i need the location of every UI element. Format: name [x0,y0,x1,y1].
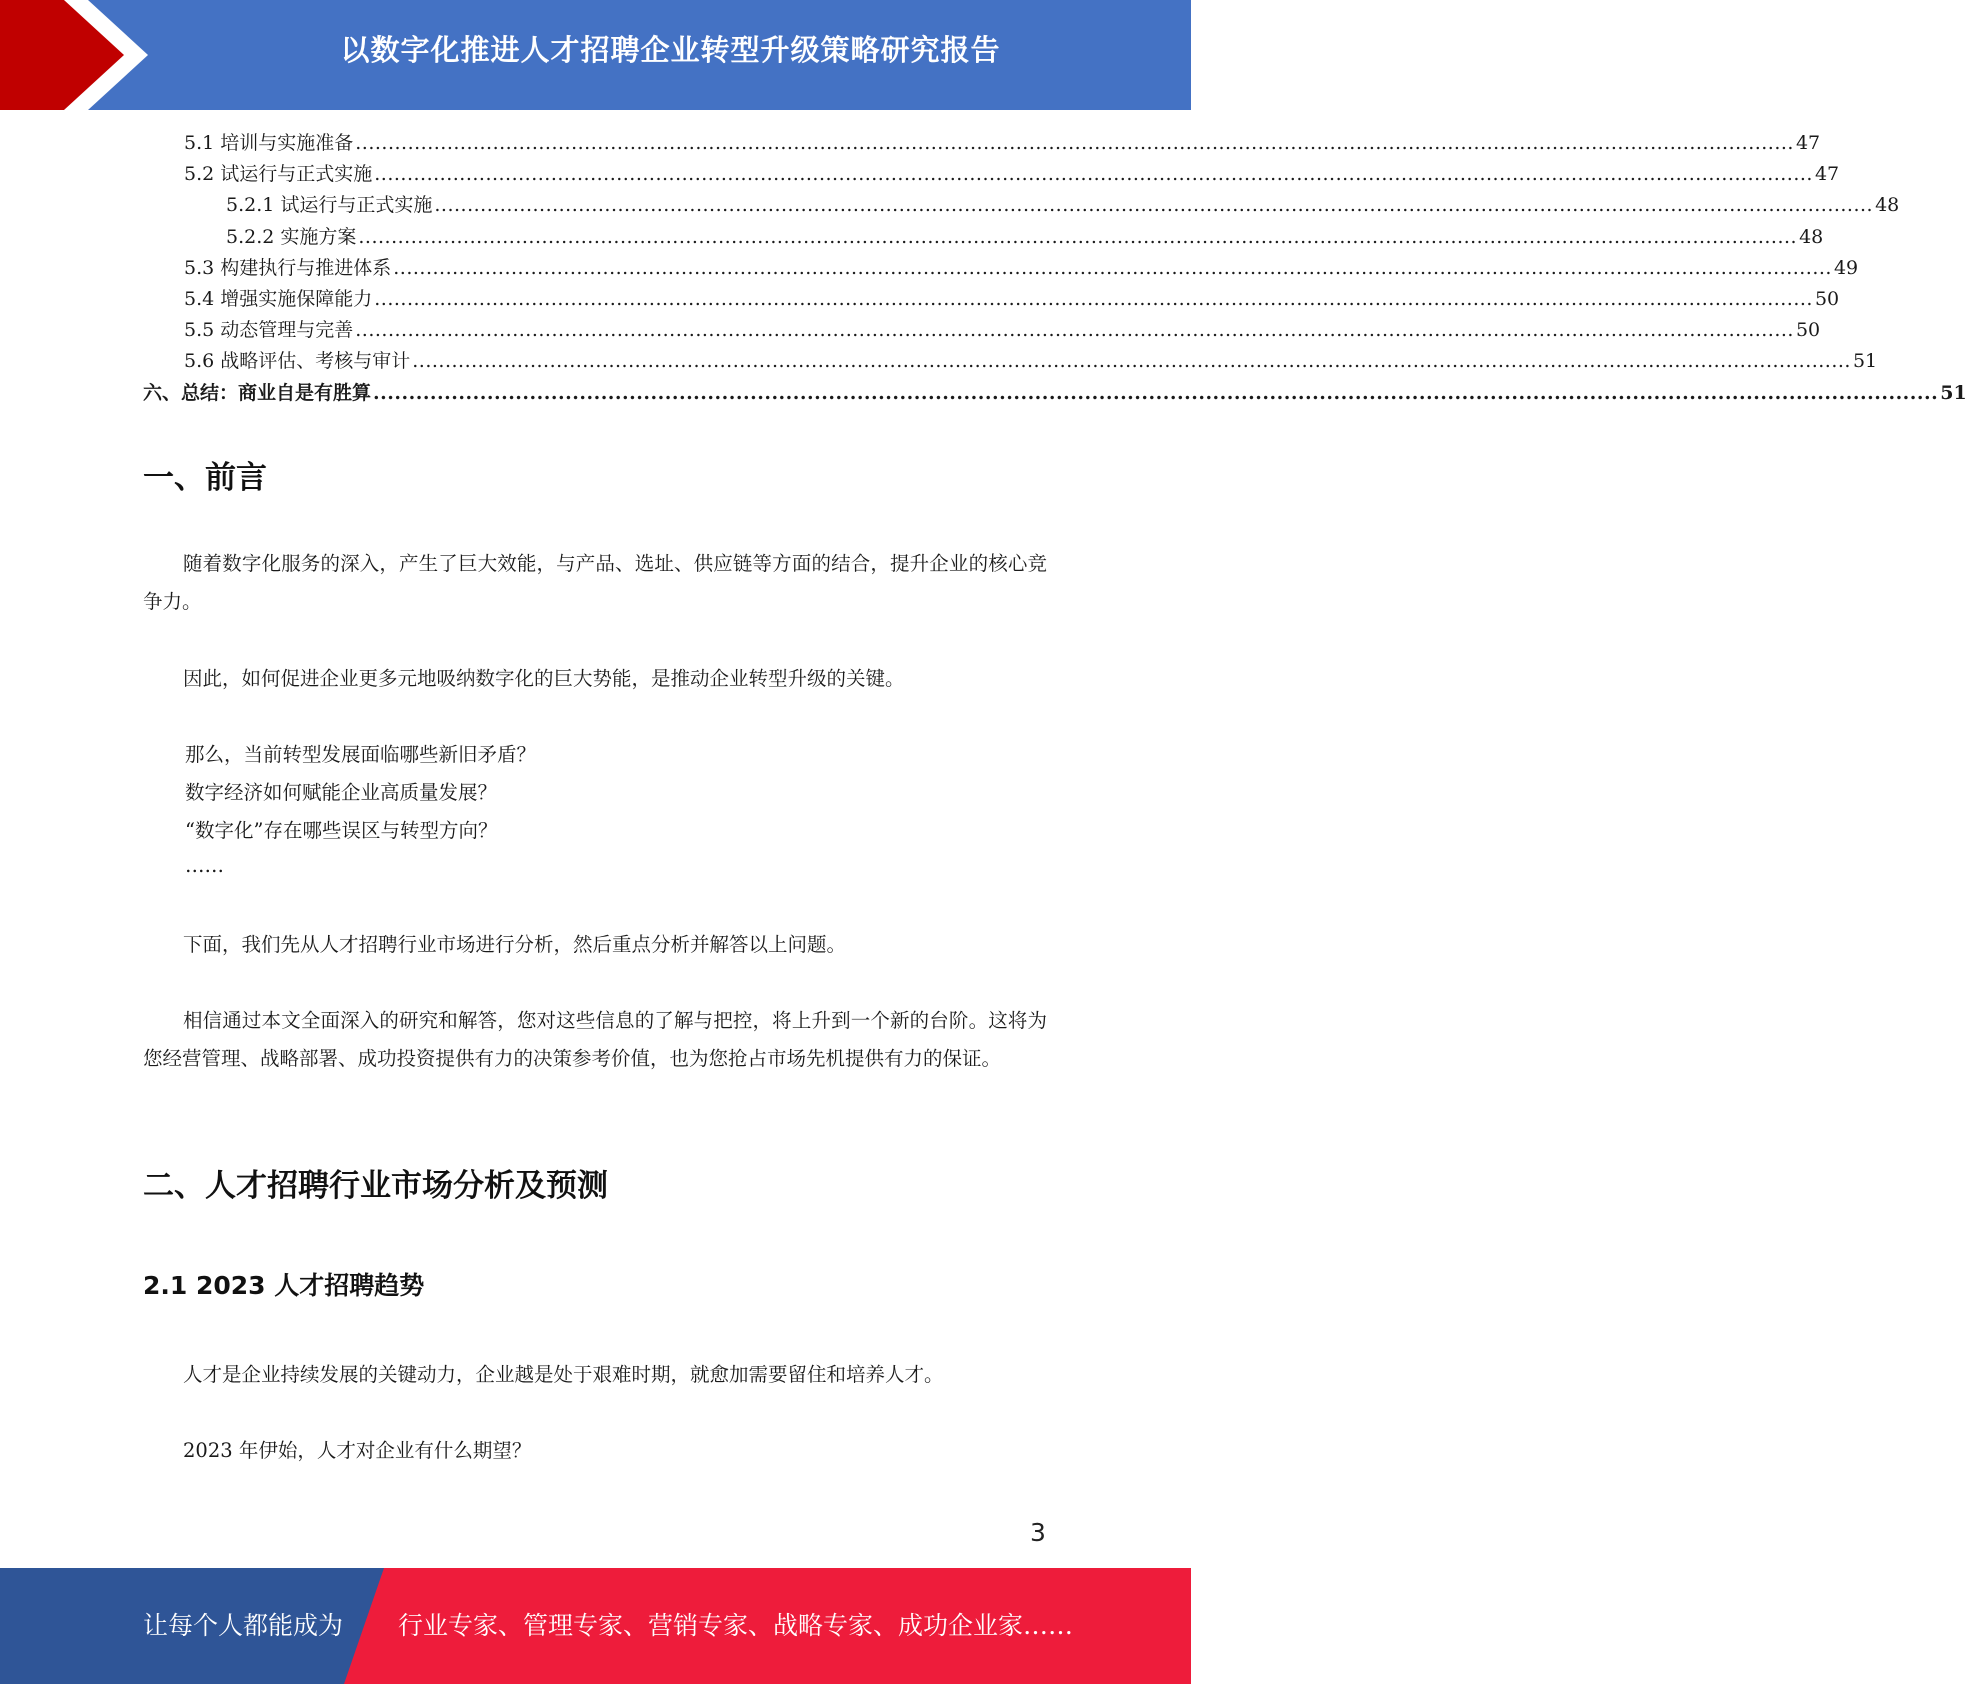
toc-entry-label: 5.2 试运行与正式实施 [184,163,373,186]
toc-entry[interactable] [143,378,1967,409]
toc-entry[interactable] [143,128,1821,159]
page-footer [0,1568,1191,1684]
body-paragraph: 相信通过本文全面深入的研究和解答，您对这些信息的了解与把控，将上升到一个新的台阶。这将为您经营管理、战略部署、成功投资提供有力的决策参考价值，也为您抢占市场先机提供有力的保证。 [143,1009,1047,1070]
question-line: 那么，当前转型发展面临哪些新旧矛盾？ [185,743,537,766]
ellipsis-line: …… [185,854,224,877]
toc-entry-label: 5.6 战略评估、考核与审计 [184,350,411,373]
toc-entry-page: 49 [1833,256,1859,279]
section-heading-market: 二、人才招聘行业市场分析及预测 [143,1168,608,1204]
toc-entry-label: 5.5 动态管理与完善 [184,319,354,342]
question-line: “数字化”存在哪些误区与转型方向？ [185,819,498,842]
body-paragraph: 下面，我们先从人才招聘行业市场进行分析，然后重点分析并解答以上问题。 [183,933,847,956]
body-paragraph: 随着数字化服务的深入，产生了巨大效能，与产品、选址、供应链等方面的结合，提升企业的核心竞争力。 [143,552,1047,613]
toc-leader-dots: ............................................................................................................................................................................................................................ [393,256,1832,279]
toc-leader-dots: ............................................................................................................................................................................................................................ [374,287,1813,310]
toc-entry-page: 48 [1875,194,1900,217]
page-header [0,0,1191,110]
footer-slogan-right: 行业专家、管理专家、营销专家、战略专家、成功企业家…… [398,1611,1074,1640]
toc-leader-dots: ............................................................................................................................................................................................................................ [355,132,1794,154]
toc-leader-dots: ............................................................................................................................................................................................................................ [355,319,1794,342]
toc-entry[interactable] [143,346,1878,377]
toc-leader-dots: ............................................................................................................................................................................................................................ [373,381,1939,404]
toc-leader-dots: ............................................................................................................................................................................................................................ [374,163,1813,186]
toc-entry-page: 50 [1814,287,1840,310]
toc-entry[interactable] [143,222,1824,253]
toc-entry[interactable] [143,315,1821,346]
page-number: 3 [1030,1518,1046,1547]
toc-entry-label: 5.2.1 试运行与正式实施 [226,194,433,217]
toc-leader-dots: ............................................................................................................................................................................................................................ [412,350,1851,373]
toc-entry-page: 51 [1940,381,1967,404]
toc-leader-dots: ............................................................................................................................................................................................................................ [434,194,1874,217]
body-paragraph: 人才是企业持续发展的关键动力，企业越是处于艰难时期，就愈加需要留住和培养人才。 [183,1363,944,1386]
toc-entry[interactable] [143,253,1859,284]
footer-slogan-left: 让每个人都能成为 [143,1611,344,1640]
section-heading-preface: 一、前言 [143,460,267,496]
body-paragraph: 2023 年伊始，人才对企业有什么期望？ [183,1439,532,1462]
toc-entry[interactable] [143,159,1840,190]
toc-entry-page: 47 [1795,132,1821,154]
toc-entry-label: 5.2.2 实施方案 [226,225,357,248]
toc-entry-page: 48 [1799,225,1824,248]
toc-entry-page: 47 [1814,163,1840,186]
header-arrow-icon [0,0,150,110]
toc-entry-label: 六、总结：商业自是有胜算 [143,381,372,404]
toc-entry-label: 5.1 培训与实施准备 [184,132,354,154]
toc-entry[interactable] [143,284,1840,315]
subsection-heading-trend: 2.1 2023 人才招聘趋势 [143,1271,425,1300]
toc-leader-dots: ............................................................................................................................................................................................................................ [358,225,1798,248]
toc-entry-page: 50 [1795,319,1821,342]
toc-entry-page: 51 [1852,350,1878,373]
table-of-contents [143,128,1967,409]
body-paragraph: 因此，如何促进企业更多元地吸纳数字化的巨大势能，是推动企业转型升级的关键。 [183,667,905,690]
toc-entry-label: 5.4 增强实施保障能力 [184,287,373,310]
toc-entry-label: 5.3 构建执行与推进体系 [184,256,392,279]
toc-entry[interactable] [143,190,1900,221]
report-title: 以数字化推进人才招聘企业转型升级策略研究报告 [340,33,1001,67]
question-line: 数字经济如何赋能企业高质量发展？ [185,781,498,804]
